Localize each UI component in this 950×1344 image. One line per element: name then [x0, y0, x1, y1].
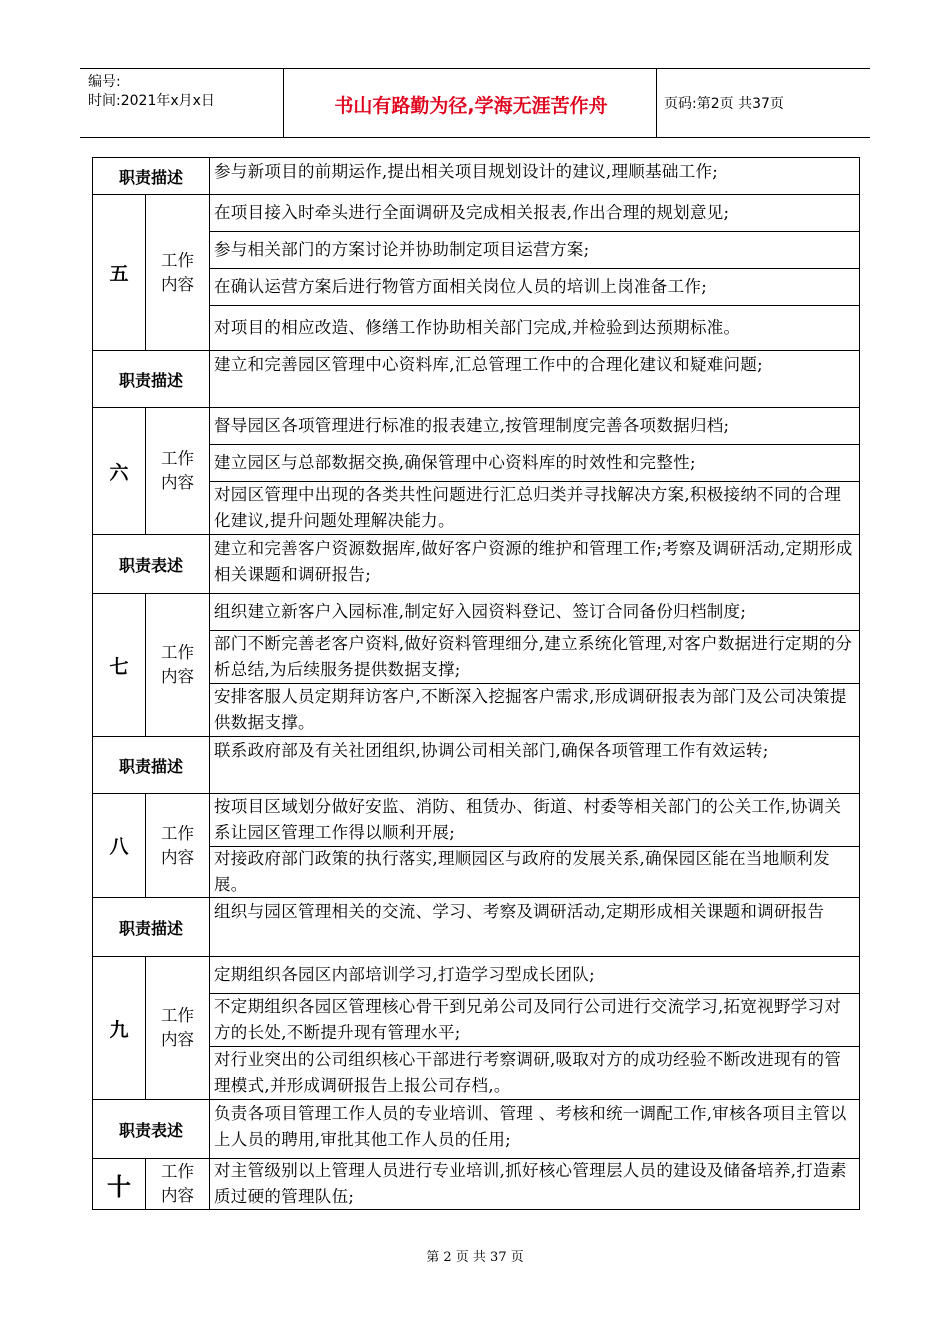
work-items: [210, 195, 859, 350]
list-item: 建立园区与总部数据交换,确保管理中心资料库的时效性和完整性;: [210, 445, 859, 482]
work-label: 工作 内容: [146, 594, 210, 736]
duty-text: 组织与园区管理相关的交流、学习、考察及调研活动,定期形成相关课题和调研报告: [214, 902, 825, 921]
work-items: [210, 594, 859, 736]
work-label: 工作 内容: [146, 957, 210, 1099]
duty-row: [92, 737, 860, 794]
work-items: [210, 957, 859, 1099]
section-number: 八: [93, 794, 146, 897]
header-divider: [283, 69, 284, 137]
work-block: [92, 794, 860, 898]
list-item: 不定期组织各园区管理核心骨干到兄弟公司及同行公司进行交流学习,拓宽视野学习对方的长处,不断提升现有管理水平;: [210, 994, 859, 1047]
work-items: [210, 794, 859, 897]
work-block: [92, 957, 860, 1100]
duty-label: 职责描述: [93, 898, 210, 956]
date-label: 时间:2021年x月x日: [88, 93, 215, 109]
work-block: [92, 195, 860, 351]
number-label: 编号:: [88, 74, 121, 90]
duty-label: 职责表述: [93, 1100, 210, 1158]
list-item: 按项目区域划分做好安监、消防、租赁办、街道、村委等相关部门的公关工作,协调关系让园区管理工作得以顺利开展;: [210, 794, 859, 847]
duty-text: 联系政府部及有关社团组织,协调公司相关部门,确保各项管理工作有效运转;: [214, 741, 769, 760]
work-items: [210, 1159, 859, 1209]
work-label: 工作 内容: [146, 794, 210, 897]
work-block: [92, 1159, 860, 1210]
work-block: [92, 594, 860, 737]
work-label: 工作 内容: [146, 408, 210, 534]
list-item: 对园区管理中出现的各类共性问题进行汇总归类并寻找解决方案,积极接纳不同的合理化建议,提升问题处理解决能力。: [214, 485, 842, 530]
duty-label: 职责表述: [93, 535, 210, 593]
header-divider: [656, 69, 657, 137]
work-label: 工作 内容: [146, 195, 210, 350]
list-item: 组织建立新客户入园标准,制定好入园资料登记、签订合同备份归档制度;: [210, 594, 859, 631]
duty-label: 职责描述: [93, 158, 210, 194]
list-item: 定期组织各园区内部培训学习,打造学习型成长团队;: [210, 957, 859, 994]
work-block: [92, 408, 860, 535]
header-meta: [88, 73, 215, 111]
section-number: 九: [93, 957, 146, 1099]
section-number: 十: [93, 1159, 146, 1209]
duty-row: [92, 535, 860, 594]
list-item: 对主管级别以上管理人员进行专业培训,抓好核心管理层人员的建设及储备培养,打造素质过硬的管理队伍;: [214, 1161, 847, 1206]
duty-label: 职责描述: [93, 737, 210, 793]
duty-row: [92, 1100, 860, 1159]
duty-text: 建立和完善园区管理中心资料库,汇总管理工作中的合理化建议和疑难问题;: [214, 355, 764, 374]
page-footer: 第 2 页 共 37 页: [426, 1250, 524, 1265]
duty-text: 建立和完善客户资源数据库,做好客户资源的维护和管理工作;考察及调研活动,定期形成相关课题和调研报告;: [214, 539, 853, 584]
header-motto: 书山有路勤为径,学海无涯苦作舟: [334, 95, 608, 117]
section-number: 五: [93, 195, 146, 350]
list-item: 对行业突出的公司组织核心干部进行考察调研,吸取对方的成功经验不断改进现有的管理模式,并形成调研报告上报公司存档,。: [214, 1050, 842, 1095]
list-item: 部门不断完善老客户资料,做好资料管理细分,建立系统化管理,对客户数据进行定期的分析总结,为后续服务提供数据支撑;: [210, 631, 859, 684]
work-items: [210, 408, 859, 534]
list-item: 对项目的相应改造、修缮工作协助相关部门完成,并检验到达预期标准。: [214, 318, 741, 337]
duty-text: 负责各项目管理工作人员的专业培训、管理 、考核和统一调配工作,审核各项目主管以上人员的聘用,审批其他工作人员的任用;: [214, 1104, 847, 1149]
section-number: 七: [93, 594, 146, 736]
list-item: 参与相关部门的方案讨论并协助制定项目运营方案;: [210, 232, 859, 269]
header-page-info: 页码:第2页 共37页: [664, 96, 784, 112]
list-item: 督导园区各项管理进行标准的报表建立,按管理制度完善各项数据归档;: [210, 408, 859, 445]
page-header: [80, 68, 870, 138]
section-number: 六: [93, 408, 146, 534]
duty-text: 参与新项目的前期运作,提出相关项目规划设计的建议,理顺基础工作;: [214, 162, 719, 181]
duty-row: [92, 157, 860, 195]
duty-row: [92, 351, 860, 408]
duties-table: [92, 157, 860, 1210]
list-item: 在项目接入时牵头进行全面调研及完成相关报表,作出合理的规划意见;: [210, 195, 859, 232]
list-item: 对接政府部门政策的执行落实,理顺园区与政府的发展关系,确保园区能在当地顺利发展。: [214, 849, 830, 894]
list-item: 安排客服人员定期拜访客户,不断深入挖掘客户需求,形成调研报表为部门及公司决策提供数据支撑。: [214, 687, 847, 732]
list-item: 在确认运营方案后进行物管方面相关岗位人员的培训上岗准备工作;: [210, 269, 859, 306]
duty-row: [92, 898, 860, 957]
duty-label: 职责描述: [93, 351, 210, 407]
work-label: 工作 内容: [146, 1159, 210, 1209]
